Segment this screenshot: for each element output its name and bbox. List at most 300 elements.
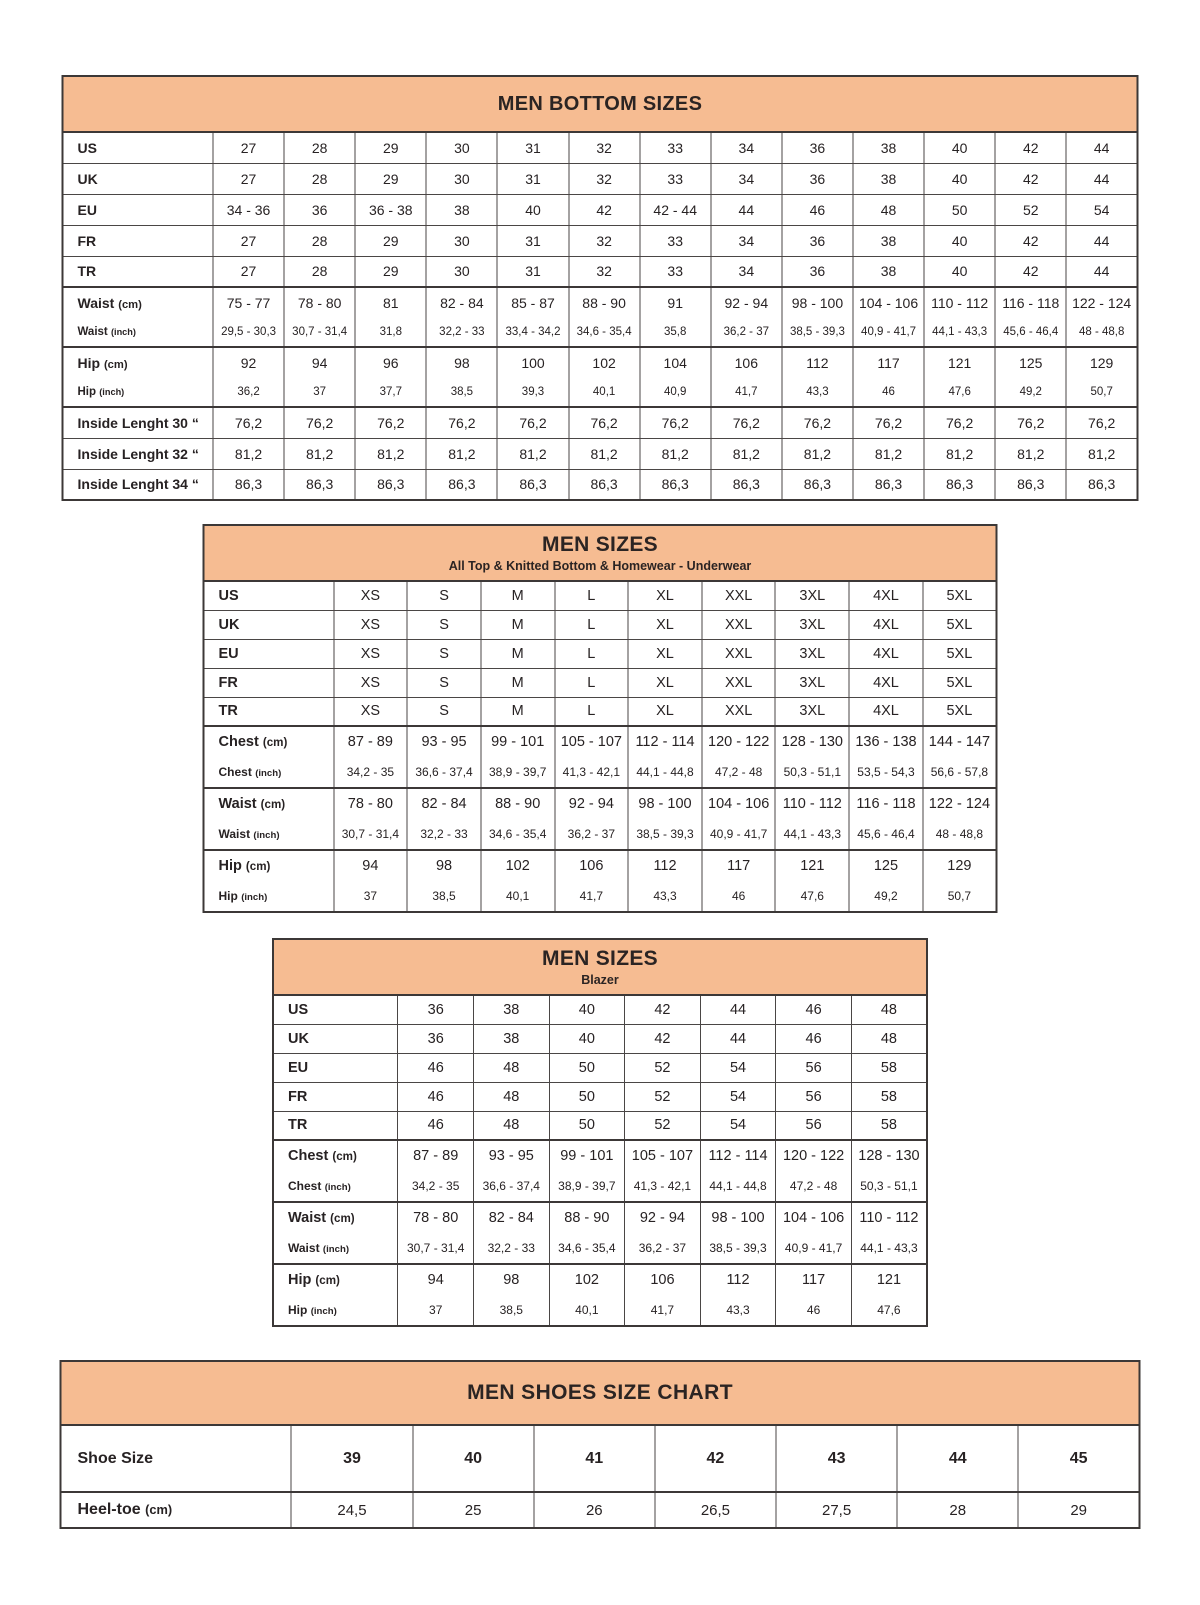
cell: 76,2 [711, 407, 782, 438]
row-label [63, 132, 214, 163]
cell: 4XL [849, 697, 923, 726]
cell: 41 [534, 1425, 655, 1492]
row-label [204, 610, 334, 639]
cell: 86,3 [853, 469, 924, 500]
table-row [204, 788, 997, 819]
cell: 44,1 - 43,3 [775, 819, 849, 850]
row-label-unit: (inch) [322, 1244, 350, 1255]
cell: 36,2 - 37 [555, 819, 629, 850]
men-shoes-size-chart-table [60, 1360, 1141, 1529]
cell: 32 [569, 163, 640, 194]
cell: 38 [853, 225, 924, 256]
table-row [273, 1171, 927, 1202]
cell: 94 [398, 1264, 474, 1295]
cell: 29 [1018, 1492, 1139, 1528]
cell: 38,5 - 39,3 [700, 1233, 776, 1264]
row-label-text: US [288, 1001, 309, 1018]
cell: 36 [782, 225, 853, 256]
cell: 40,9 - 41,7 [853, 317, 924, 347]
cell: 40 [497, 194, 568, 225]
cell: M [481, 581, 555, 610]
cell: 28 [284, 163, 355, 194]
table-row [63, 469, 1138, 500]
row-label-unit: (inch) [253, 830, 280, 841]
cell: 41,7 [555, 881, 629, 912]
cell: 54 [700, 1053, 776, 1082]
cell: 102 [569, 347, 640, 377]
cell: 49,2 [849, 881, 923, 912]
cell: 44 [1066, 163, 1137, 194]
cell: 38 [853, 132, 924, 163]
cell: 110 - 112 [775, 788, 849, 819]
cell: 86,3 [782, 469, 853, 500]
row-label [63, 317, 214, 347]
cell: 33 [640, 132, 711, 163]
cell: 34 [711, 132, 782, 163]
row-label-text: Hip [218, 858, 242, 874]
row-label-text: Inside Lenght 32 “ [77, 445, 199, 462]
cell: 125 [849, 850, 923, 881]
table-subtitle: All Top & Knitted Bottom & Homewear - Underwear [448, 558, 752, 573]
cell: 26,5 [655, 1492, 776, 1528]
cell: 30 [426, 163, 497, 194]
cell: 48 - 48,8 [1066, 317, 1137, 347]
cell: 81,2 [213, 438, 284, 469]
row-label-text: Chest [288, 1179, 322, 1193]
cell: 128 - 130 [775, 726, 849, 757]
cell: 91 [640, 287, 711, 317]
cell: 28 [284, 256, 355, 287]
cell: 30 [426, 256, 497, 287]
cell: 58 [851, 1053, 927, 1082]
cell: 86,3 [711, 469, 782, 500]
row-label [273, 1264, 398, 1295]
cell: 76,2 [569, 407, 640, 438]
row-label-text: UK [77, 170, 98, 187]
cell: 30 [426, 132, 497, 163]
cell: 46 [782, 194, 853, 225]
cell: 129 [1066, 347, 1137, 377]
cell: XS [334, 581, 408, 610]
cell: 76,2 [995, 407, 1066, 438]
section-men-bottom-sizes [62, 75, 1139, 501]
cell: 30,7 - 31,4 [334, 819, 408, 850]
cell: 4XL [849, 668, 923, 697]
row-label [204, 639, 334, 668]
cell: S [407, 668, 481, 697]
cell: 54 [700, 1082, 776, 1111]
cell: 104 - 106 [702, 788, 776, 819]
cell: XS [334, 668, 408, 697]
row-label [63, 256, 214, 287]
row-label-text: Waist [288, 1210, 327, 1226]
cell: 98 - 100 [628, 788, 702, 819]
row-label-text: Waist [288, 1241, 320, 1255]
table-row [63, 194, 1138, 225]
cell: 45,6 - 46,4 [849, 819, 923, 850]
men-bottom-sizes-table [62, 75, 1139, 501]
cell: 44 [700, 995, 776, 1024]
cell: 27 [213, 256, 284, 287]
cell: 56 [776, 1111, 852, 1140]
cell: 40,1 [549, 1295, 625, 1326]
cell: 44 [700, 1024, 776, 1053]
cell: 4XL [849, 639, 923, 668]
cell: L [555, 639, 629, 668]
cell: 28 [284, 132, 355, 163]
row-label [63, 347, 214, 377]
table-row [204, 881, 997, 912]
cell: 50 [549, 1053, 625, 1082]
cell: 42 [655, 1425, 776, 1492]
table-row [273, 1233, 927, 1264]
cell: 81,2 [853, 438, 924, 469]
cell: 27 [213, 225, 284, 256]
cell: 46 [776, 1295, 852, 1326]
cell: 56 [776, 1053, 852, 1082]
cell: 92 [213, 347, 284, 377]
cell: 30 [426, 225, 497, 256]
cell: S [407, 610, 481, 639]
cell: 76,2 [1066, 407, 1137, 438]
cell: 58 [851, 1111, 927, 1140]
cell: 44,1 - 43,3 [924, 317, 995, 347]
cell: 31 [497, 256, 568, 287]
cell: 34 [711, 256, 782, 287]
row-label-unit: (inch) [241, 892, 268, 903]
row-label [273, 1082, 398, 1111]
cell: 40 [924, 256, 995, 287]
cell: 54 [1066, 194, 1137, 225]
cell: XS [334, 610, 408, 639]
cell: 36 [398, 1024, 474, 1053]
row-label [273, 1053, 398, 1082]
table-title: MEN SHOES SIZE CHART [467, 1380, 733, 1404]
row-label-unit: (inch) [324, 1182, 351, 1193]
table-row [204, 610, 997, 639]
cell: 40,1 [569, 377, 640, 407]
cell: 39 [291, 1425, 412, 1492]
cell: 29 [355, 163, 426, 194]
cell: 81,2 [782, 438, 853, 469]
row-label-unit: (cm) [103, 358, 128, 371]
cell: 45 [1018, 1425, 1139, 1492]
cell: XS [334, 697, 408, 726]
cell: 44 [711, 194, 782, 225]
cell: 40 [924, 132, 995, 163]
row-label [63, 407, 214, 438]
cell: 76,2 [355, 407, 426, 438]
cell: 3XL [775, 639, 849, 668]
cell: 104 - 106 [776, 1202, 852, 1233]
row-label-text: FR [218, 674, 238, 691]
cell: XXL [702, 639, 776, 668]
row-label [273, 1295, 398, 1326]
cell: M [481, 639, 555, 668]
cell: 27 [213, 132, 284, 163]
cell: 92 - 94 [711, 287, 782, 317]
cell: 27 [213, 163, 284, 194]
cell: 30,7 - 31,4 [398, 1233, 474, 1264]
cell: 31 [497, 163, 568, 194]
cell: 82 - 84 [473, 1202, 549, 1233]
row-label-text: US [77, 139, 97, 156]
table-title: MEN SIZES [542, 533, 658, 557]
cell: 24,5 [291, 1492, 412, 1528]
cell: M [481, 668, 555, 697]
cell: 5XL [923, 581, 997, 610]
cell: 40 [549, 995, 625, 1024]
cell: 82 - 84 [426, 287, 497, 317]
cell: 26 [534, 1492, 655, 1528]
cell: 102 [481, 850, 555, 881]
cell: XXL [702, 668, 776, 697]
cell: 38 [853, 256, 924, 287]
cell: 86,3 [1066, 469, 1137, 500]
table-row [63, 256, 1138, 287]
row-label-text: Shoe Size [77, 1449, 154, 1467]
row-label-unit: (cm) [315, 1274, 340, 1287]
row-label-text: Waist [77, 294, 115, 311]
section-men-sizes-blazer [272, 938, 928, 1327]
cell: 40 [413, 1425, 534, 1492]
cell: 40,1 [481, 881, 555, 912]
cell: 3XL [775, 668, 849, 697]
row-label-text: EU [288, 1059, 309, 1076]
cell: 98 [473, 1264, 549, 1295]
cell: 105 - 107 [625, 1140, 701, 1171]
cell: 42 [995, 163, 1066, 194]
cell: 106 [555, 850, 629, 881]
row-label-unit: (cm) [145, 1502, 173, 1517]
cell: L [555, 581, 629, 610]
cell: 136 - 138 [849, 726, 923, 757]
cell: 81,2 [497, 438, 568, 469]
row-label [61, 1425, 292, 1492]
row-label [204, 788, 334, 819]
table-row [273, 1111, 927, 1140]
cell: 106 [711, 347, 782, 377]
table-row [204, 819, 997, 850]
cell: 81,2 [426, 438, 497, 469]
row-label-text: UK [218, 616, 240, 633]
table-row [63, 317, 1138, 347]
cell: S [407, 639, 481, 668]
cell: 44,1 - 44,8 [628, 757, 702, 788]
cell: 82 - 84 [407, 788, 481, 819]
cell: 43 [776, 1425, 897, 1492]
cell: 46 [398, 1053, 474, 1082]
cell: XL [628, 581, 702, 610]
cell: 25 [413, 1492, 534, 1528]
cell: 38,9 - 39,7 [481, 757, 555, 788]
cell: 38,9 - 39,7 [549, 1171, 625, 1202]
row-label [204, 697, 334, 726]
cell: 34 [711, 225, 782, 256]
cell: 94 [284, 347, 355, 377]
cell: 38,5 - 39,3 [628, 819, 702, 850]
cell: 37 [284, 377, 355, 407]
row-label [204, 668, 334, 697]
cell: 117 [853, 347, 924, 377]
cell: XS [334, 639, 408, 668]
cell: 33 [640, 225, 711, 256]
cell: S [407, 697, 481, 726]
men-sizes-blazer-header [273, 939, 927, 995]
row-label-unit: (cm) [330, 1212, 355, 1225]
cell: 120 - 122 [702, 726, 776, 757]
cell: 36 [398, 995, 474, 1024]
cell: 120 - 122 [776, 1140, 852, 1171]
cell: 117 [702, 850, 776, 881]
cell: 53,5 - 54,3 [849, 757, 923, 788]
table-row [63, 163, 1138, 194]
row-label-text: US [218, 587, 239, 604]
cell: 110 - 112 [924, 287, 995, 317]
row-label [63, 438, 214, 469]
row-label-text: UK [288, 1030, 309, 1047]
cell: 36 - 38 [355, 194, 426, 225]
cell: 144 - 147 [923, 726, 997, 757]
cell: 76,2 [853, 407, 924, 438]
cell: 42 - 44 [640, 194, 711, 225]
cell: 50 [549, 1111, 625, 1140]
section-men-sizes-tops [203, 524, 998, 913]
cell: 34,2 - 35 [398, 1171, 474, 1202]
cell: 121 [924, 347, 995, 377]
cell: 86,3 [995, 469, 1066, 500]
table-row [273, 1140, 927, 1171]
cell: 48 [473, 1082, 549, 1111]
row-label-unit: (inch) [99, 386, 125, 397]
cell: 37,7 [355, 377, 426, 407]
cell: 86,3 [924, 469, 995, 500]
table-row [61, 1492, 1140, 1528]
row-label-unit: (cm) [118, 298, 142, 311]
cell: 40 [924, 225, 995, 256]
row-label-text: TR [77, 263, 97, 280]
cell: 46 [776, 995, 852, 1024]
cell: 35,8 [640, 317, 711, 347]
cell: 32,2 - 33 [407, 819, 481, 850]
table-row [273, 1053, 927, 1082]
cell: 50,3 - 51,1 [851, 1171, 927, 1202]
cell: XXL [702, 610, 776, 639]
cell: 3XL [775, 610, 849, 639]
row-label [273, 1202, 398, 1233]
cell: 88 - 90 [481, 788, 555, 819]
cell: 121 [775, 850, 849, 881]
cell: 98 [407, 850, 481, 881]
cell: 88 - 90 [549, 1202, 625, 1233]
cell: 85 - 87 [497, 287, 568, 317]
row-label [63, 194, 214, 225]
table-row [204, 581, 997, 610]
cell: 75 - 77 [213, 287, 284, 317]
cell: 45,6 - 46,4 [995, 317, 1066, 347]
cell: 52 [625, 1111, 701, 1140]
cell: 36 [284, 194, 355, 225]
cell: 36 [782, 256, 853, 287]
cell: 86,3 [497, 469, 568, 500]
cell: 81,2 [1066, 438, 1137, 469]
men-sizes-tops-header [204, 525, 997, 581]
cell: 76,2 [782, 407, 853, 438]
cell: 117 [776, 1264, 852, 1295]
cell: 46 [776, 1024, 852, 1053]
cell: 112 [628, 850, 702, 881]
table-subtitle: Blazer [581, 972, 619, 987]
row-label [63, 469, 214, 500]
cell: 98 [426, 347, 497, 377]
cell: 81,2 [924, 438, 995, 469]
cell: 38,5 [473, 1295, 549, 1326]
cell: 125 [995, 347, 1066, 377]
cell: 99 - 101 [481, 726, 555, 757]
cell: 88 - 90 [569, 287, 640, 317]
cell: 36,6 - 37,4 [473, 1171, 549, 1202]
table-row [63, 347, 1138, 377]
cell: 42 [625, 995, 701, 1024]
cell: 47,2 - 48 [702, 757, 776, 788]
cell: 34,2 - 35 [334, 757, 408, 788]
cell: 116 - 118 [849, 788, 923, 819]
cell: 34 [711, 163, 782, 194]
row-label-unit: (cm) [245, 860, 271, 873]
cell: XL [628, 697, 702, 726]
men-shoes-size-chart-header [61, 1361, 1140, 1425]
cell: 81,2 [355, 438, 426, 469]
cell: 92 - 94 [625, 1202, 701, 1233]
row-label-text: TR [218, 703, 238, 720]
cell: 52 [625, 1053, 701, 1082]
header-row [61, 1361, 1140, 1425]
cell: 42 [995, 132, 1066, 163]
cell: 29,5 - 30,3 [213, 317, 284, 347]
row-label-unit: (inch) [255, 768, 282, 779]
row-label [204, 757, 334, 788]
cell: 47,6 [924, 377, 995, 407]
cell: 86,3 [640, 469, 711, 500]
cell: 81,2 [711, 438, 782, 469]
table-row [273, 1082, 927, 1111]
cell: 48 [853, 194, 924, 225]
header-row [273, 939, 927, 995]
cell: 50 [924, 194, 995, 225]
cell: 32,2 - 33 [473, 1233, 549, 1264]
cell: 87 - 89 [398, 1140, 474, 1171]
cell: 40,9 - 41,7 [776, 1233, 852, 1264]
cell: 4XL [849, 581, 923, 610]
cell: 38 [426, 194, 497, 225]
cell: 50,3 - 51,1 [775, 757, 849, 788]
cell: 52 [625, 1082, 701, 1111]
cell: 44 [897, 1425, 1018, 1492]
cell: 104 [640, 347, 711, 377]
table-row [273, 1202, 927, 1233]
cell: 40 [549, 1024, 625, 1053]
row-label-unit: (cm) [262, 736, 288, 749]
cell: 46 [702, 881, 776, 912]
cell: 31 [497, 225, 568, 256]
cell: 81,2 [640, 438, 711, 469]
cell: 33,4 - 34,2 [497, 317, 568, 347]
cell: M [481, 610, 555, 639]
cell: XL [628, 668, 702, 697]
cell: 129 [923, 850, 997, 881]
cell: 76,2 [213, 407, 284, 438]
header-row [63, 76, 1138, 132]
